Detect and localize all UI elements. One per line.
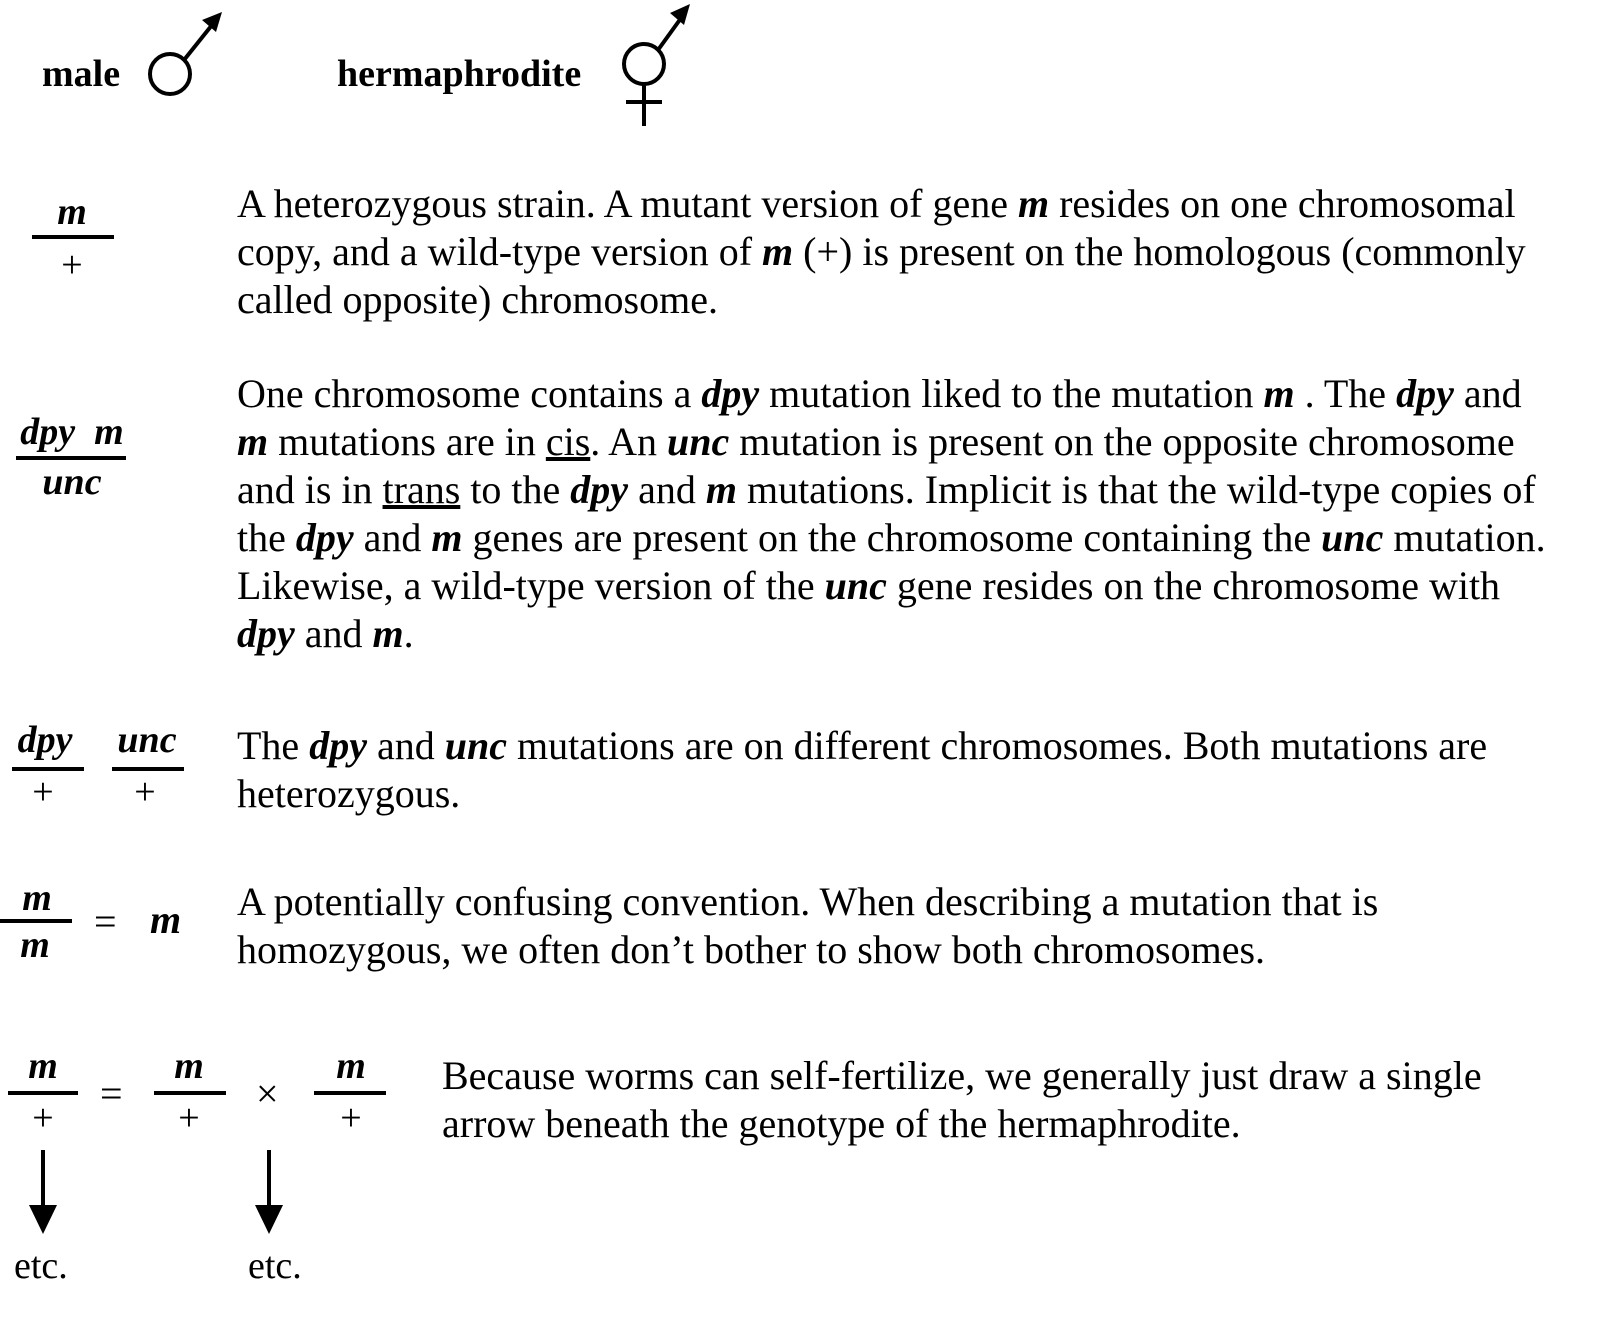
text-run: . An [590,419,667,464]
etc-label: etc. [14,1245,68,1287]
gene-m: m [1017,181,1050,226]
text-run: and [353,515,432,560]
fraction-numerator: unc [117,719,177,761]
gene-m: m [705,467,737,512]
text-run: The [237,723,310,768]
male-label: male [42,53,121,95]
term-cis: cis [545,419,591,464]
gene-m: m [372,611,404,656]
fraction-bar [0,919,72,923]
different-chromosomes-description [237,722,1487,818]
text-line: heterozygous. [237,771,461,816]
text-run: Likewise, a wild-type version of the [237,563,825,608]
fraction-bar [32,235,114,239]
text-run: copy, and a wild-type version of [237,229,763,274]
fraction-numerator: m [22,877,52,919]
gene-dpy: dpy [1396,371,1454,416]
gene-m: m [1263,371,1295,416]
gene-dpy: dpy [701,371,760,416]
fraction-denominator: + [32,771,54,813]
term-trans: trans [382,467,461,512]
text-line: arrow beneath the genotype of the hermaphrodite. [442,1101,1241,1146]
gene-m: m [237,419,269,464]
fraction-numerator: dpy [17,719,73,761]
text-line: A potentially confusing convention. When describing a mutation that is [237,879,1379,924]
gene-dpy: dpy [309,723,367,768]
fraction-numerator: m [336,1045,366,1087]
text-run: . The [1294,371,1397,416]
fraction-bar [154,1091,226,1095]
gene-unc: unc [1321,515,1384,560]
text-run: and [366,723,445,768]
text-run: and [628,467,706,512]
text-run: mutations are in [268,419,546,464]
text-run: . [403,611,414,656]
hermaphrodite-symbol-icon [612,0,702,130]
equals-sign: = [100,1071,123,1116]
gene-dpy: dpy [570,467,629,512]
text-run: mutation is present on the opposite chromosome [729,419,1515,464]
text-line: called opposite) chromosome. [237,277,718,322]
gene-unc: unc [444,723,507,768]
cis-trans-description [237,370,1546,658]
fraction-denominator: + [134,771,156,813]
fraction-denominator: + [61,244,83,286]
text-run: to the [460,467,571,512]
text-run: One chromosome contains a [237,371,702,416]
text-run: and [1453,371,1522,416]
fraction-denominator: + [340,1097,362,1139]
down-arrow-icon [252,1150,286,1236]
text-run: resides on one chromosomal [1049,181,1516,226]
gene-unc: unc [666,419,730,464]
text-run: gene resides on the chromosome with [886,563,1501,608]
text-run: mutations. Implicit is that the wild-type copies of [736,467,1536,512]
fraction-numerator: dpy m [20,411,124,453]
text-run: and is in [237,467,383,512]
equals-sign: = [94,899,117,944]
fraction-bar [16,456,126,460]
self-fertilize-description [442,1052,1482,1148]
text-run: the [237,515,296,560]
hermaphrodite-label: hermaphrodite [337,53,582,95]
fraction-bar [8,1091,78,1095]
down-arrow-icon [26,1150,60,1236]
text-run: genes are present on the chromosome containing the [462,515,1322,560]
fraction-denominator: unc [42,461,102,503]
gene-dpy: dpy [295,515,354,560]
fraction-bar [314,1091,386,1095]
homozygous-description [237,878,1378,974]
gene-dpy: dpy [237,611,295,656]
etc-label: etc. [248,1245,302,1287]
het-description [237,180,1526,324]
fraction-numerator: m [28,1045,58,1087]
text-run: mutations are on different chromosomes. Both mutations are [506,723,1488,768]
text-run: A heterozygous strain. A mutant version of gene [237,181,1018,226]
fraction-denominator: + [32,1097,54,1139]
fraction-denominator: m [20,924,50,966]
gene-unc: unc [824,563,887,608]
fraction-numerator: m [174,1045,204,1087]
text-line: homozygous, we often don’t bother to show both chromosomes. [237,927,1266,972]
fraction-numerator: m [57,191,87,233]
text-run: and [294,611,373,656]
gene-m: m [762,229,794,274]
cross-symbol: × [256,1071,279,1116]
male-symbol-icon [140,6,230,101]
text-run: mutation. [1383,515,1546,560]
gene-m: m [431,515,463,560]
text-run: (+) is present on the homologous (commonly [793,229,1526,274]
fraction-denominator: + [178,1097,200,1139]
gene-m: m [150,897,182,942]
text-run: mutation liked to the mutation [759,371,1264,416]
text-line: Because worms can self-fertilize, we generally just draw a single [442,1053,1482,1098]
